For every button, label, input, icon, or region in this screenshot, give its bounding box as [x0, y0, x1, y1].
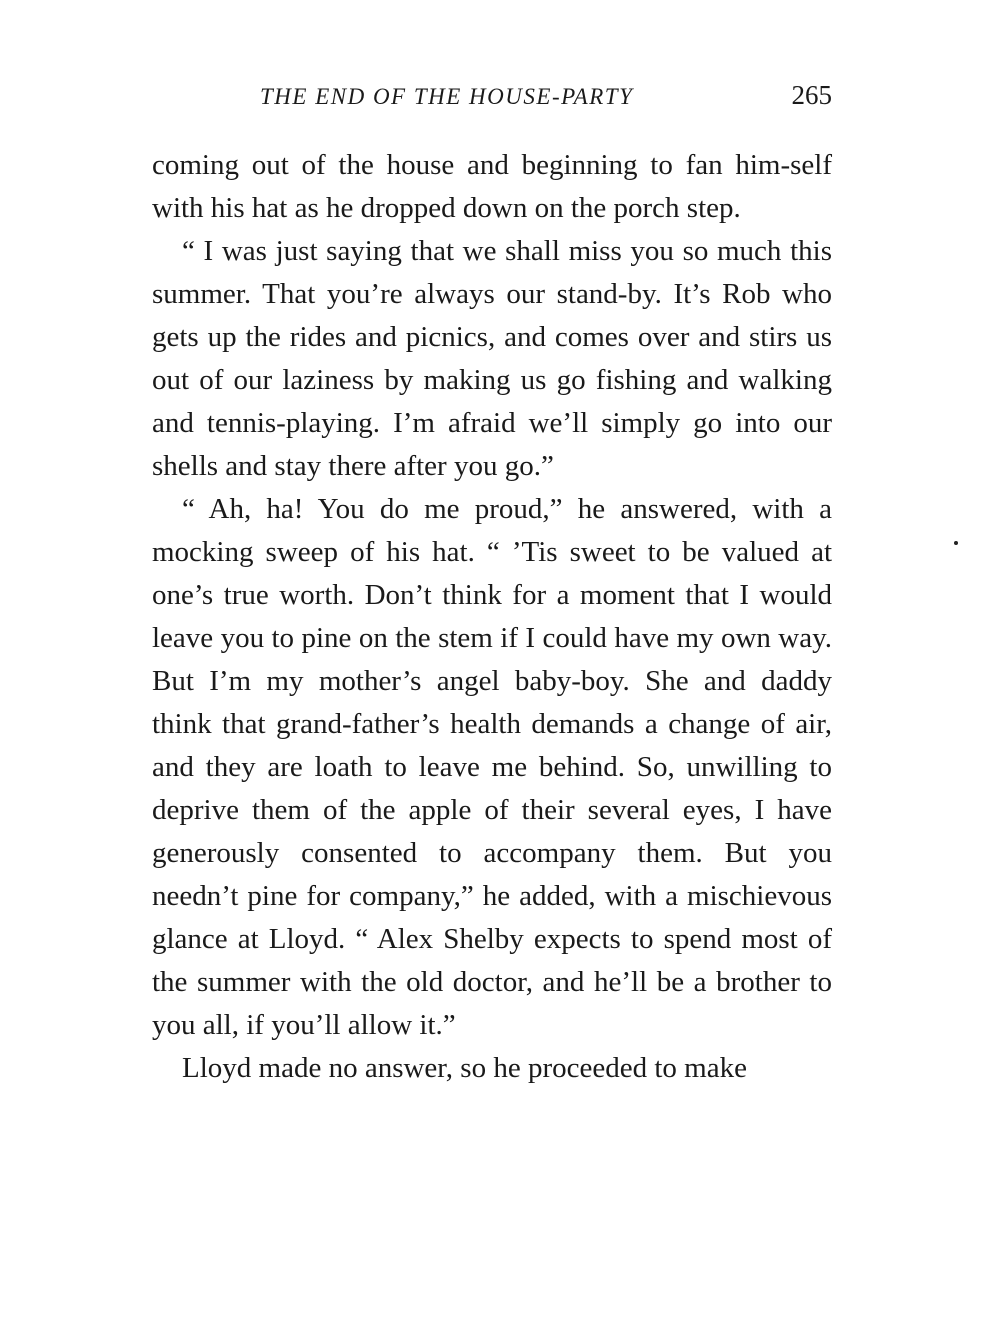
paragraph: Lloyd made no answer, so he proceeded to make	[182, 1052, 747, 1084]
page-number: 265	[791, 80, 832, 110]
body-text	[152, 144, 832, 1090]
running-head	[152, 78, 832, 122]
paragraph: “ I was just saying that we shall miss you so much this summer. That you’re always our stand-by. It’s Rob who gets up the rides and picnics, and comes over and stirs us out of our laziness by making us go fishing and walking and tennis-playing. I’m afraid we’ll simply go into our shells and stay there after you go.”	[152, 235, 832, 482]
book-page	[152, 78, 832, 1090]
paragraph: “ Ah, ha! You do me proud,” he answered, with a mocking sweep of his hat. “ ’Tis sweet to be valued at one’s true worth. Don’t think for a moment that I would leave you to pine on the stem if I could have my own way. But I’m my mother’s angel baby-boy. She and daddy think that grand-father’s health demands a change of air, and they are loath to leave me behind. So, unwilling to deprive them of the apple of their several eyes, I have generously consented to accompany them. But you needn’t pine for company,” he added, with a mischievous glance at Lloyd. “ Alex Shelby expects to spend most of the summer with the old doctor, and he’ll be a brother to you all, if you’ll allow it.”	[152, 493, 832, 1041]
ink-speck	[954, 541, 958, 545]
running-title: THE END OF THE HOUSE-PARTY	[260, 84, 634, 109]
paragraph-continuation: coming out of the house and beginning to fan him-self with his hat as he dropped down on the porch step.	[152, 149, 832, 224]
